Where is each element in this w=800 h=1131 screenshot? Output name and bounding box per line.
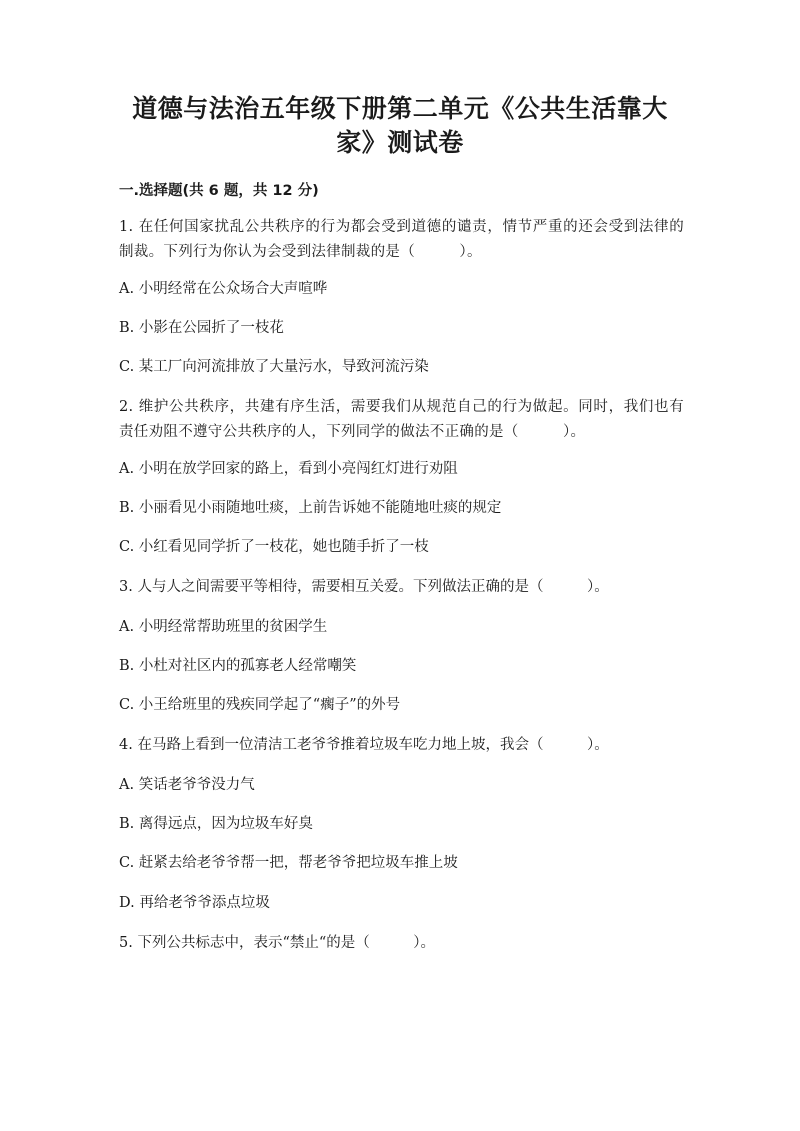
question-1-option-c: C. 某工厂向河流排放了大量污水，导致河流污染 <box>119 359 429 375</box>
question-5-stem: 5. 下列公共标志中，表示“禁止“的是（ ）。 <box>119 935 436 951</box>
exam-title-line-1: 道德与法治五年级下册第二单元《公共生活靠大 <box>132 94 668 123</box>
question-4-option-c: C. 赶紧去给老爷爷帮一把，帮老爷爷把垃圾车推上坡 <box>119 855 458 871</box>
exam-title <box>100 92 700 160</box>
question-2-option-b: B. 小丽看见小雨随地吐痰，上前告诉她不能随地吐痰的规定 <box>119 500 502 516</box>
question-3-stem: 3. 人与人之间需要平等相待，需要相互关爱。下列做法正确的是（ ）。 <box>119 579 609 595</box>
question-3-option-a: A. 小明经常帮助班里的贫困学生 <box>119 619 328 635</box>
question-2-stem: 2. 维护公共秩序，共建有序生活，需要我们从规范自己的行为做起。同时，我们也有责任劝阻不遵守公共秩序的人，下列同学的做法不正确的是（ ）。 <box>119 399 684 440</box>
question-3-option-c: C. 小王给班里的残疾同学起了“瘸子”的外号 <box>119 697 401 713</box>
question-3-option-b: B. 小杜对社区内的孤寡老人经常嘲笑 <box>119 658 357 674</box>
question-4-stem: 4. 在马路上看到一位清洁工老爷爷推着垃圾车吃力地上坡，我会（ ）。 <box>119 737 609 753</box>
question-4-option-b: B. 离得远点，因为垃圾车好臭 <box>119 816 313 832</box>
question-4-option-d: D. 再给老爷爷添点垃圾 <box>119 895 270 911</box>
exam-title-line-2: 家》测试卷 <box>336 128 464 157</box>
section-heading: 一.选择题(共 6 题，共 12 分) <box>119 183 319 199</box>
question-1-option-b: B. 小影在公园折了一枝花 <box>119 320 284 336</box>
question-4-option-a: A. 笑话老爷爷没力气 <box>119 777 255 793</box>
question-1-option-a: A. 小明经常在公众场合大声喧哗 <box>119 281 328 297</box>
question-1-stem: 1. 在任何国家扰乱公共秩序的行为都会受到道德的谴责，情节严重的还会受到法律的制裁。下列行为你认为会受到法律制裁的是（ ）。 <box>119 219 684 260</box>
question-2-option-a: A. 小明在放学回家的路上，看到小亮闯红灯进行劝阻 <box>119 461 458 477</box>
question-2-option-c: C. 小红看见同学折了一枝花，她也随手折了一枝 <box>119 539 429 555</box>
